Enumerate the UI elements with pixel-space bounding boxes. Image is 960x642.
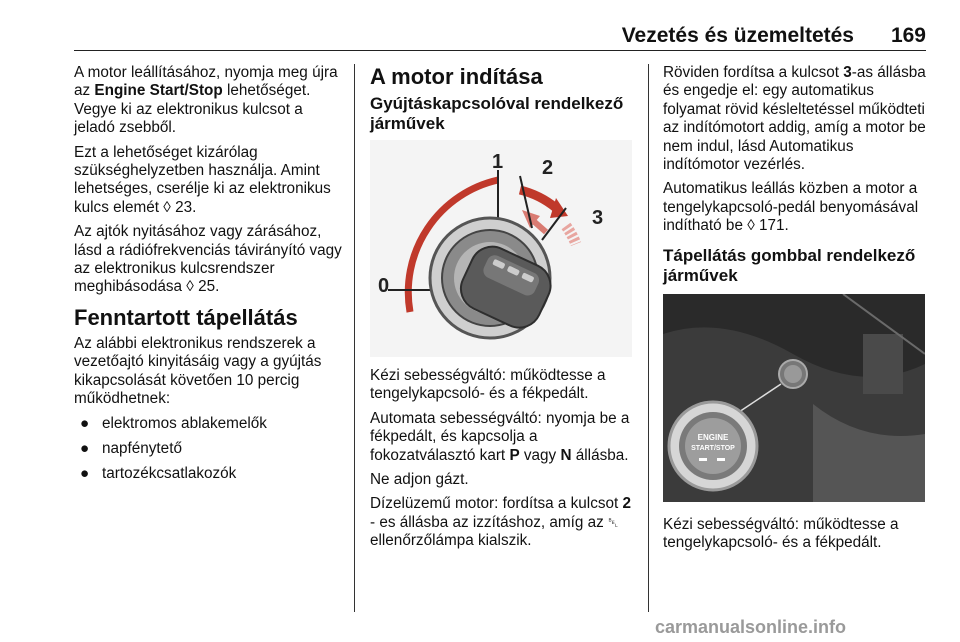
header-rule — [74, 50, 926, 51]
paragraph: Ezt a lehetőséget kizárólag szükséghelyzetben használja. Amint lehetséges, cserélje ki az elektronikus kulcs elemét ◊ 23. — [74, 143, 331, 216]
figure-caption: Kézi sebességváltó: működtesse a tengelykapcsoló- és a fékpedált. — [663, 515, 899, 552]
watermark: carmanualsonline.info — [655, 617, 847, 637]
ignition-key-figure — [370, 140, 632, 357]
figure-caption: Kézi sebességváltó: működtesse a tengelykapcsoló- és a fékpedált. — [370, 367, 606, 403]
page-number: 169 — [890, 24, 926, 47]
engine-start-stop-term: Engine Start/Stop — [94, 82, 223, 100]
button-label: ENGINE — [697, 432, 729, 442]
list-item: ● elektromos ablakemelők — [80, 414, 267, 432]
start-stop-button-figure — [663, 294, 925, 502]
paragraph: Az ajtók nyitásához vagy zárásához, lásd a rádiófrekvenciás távirányító vagy az elektronikus kulcsrendszer meghibásodása ◊ 25. — [74, 223, 342, 296]
column-2 — [370, 64, 632, 557]
column-3 — [663, 64, 928, 558]
paragraph: Automata sebességváltó: nyomja be a fékpedált, és kapcsolja a fokozatválasztó kart P vagy N állásba. — [370, 409, 630, 464]
list-item: ● tartozékcsatlakozók — [80, 465, 237, 483]
paragraph: Automatikus leállás közben a motor a tengelykapcsoló-pedál benyomásával indítható be ◊ 171. — [663, 180, 919, 235]
bullet-icon: ● — [80, 439, 90, 457]
ignition-key-illustration — [370, 140, 632, 352]
paragraph: Dízelüzemű motor: fordítsa a kulcsot 2 - es állásba az izzításhoz, amíg az ␇ ellenőrzőlámpa kialszik. — [370, 495, 632, 550]
page-header — [74, 24, 926, 50]
dashboard-photo — [663, 294, 925, 502]
bullet-icon: ● — [80, 414, 90, 432]
paragraph: Az alábbi elektronikus rendszerek a vezetőajtó kinyitásáig vagy a gyújtás kikapcsolását követően 10 percig működhetnek: — [74, 334, 322, 408]
figure-label: 3 — [592, 207, 604, 229]
header-title: Vezetés és üzemeltetés — [621, 24, 854, 47]
bullet-icon: ● — [80, 465, 90, 483]
figure-label: 1 — [492, 151, 504, 173]
figure-label: 2 — [542, 157, 554, 179]
paragraph: A motor leállításához, nyomja meg újra az Engine Start/Stop lehetőséget. Vegye ki az elektronikus kulcsot a jeladó zsebből. — [74, 64, 338, 137]
sub-heading: Gyújtáskapcsolóval rendelkező járművek — [370, 94, 624, 133]
bullet-list — [74, 415, 342, 484]
column-1 — [74, 64, 342, 491]
section-heading: A motor indítása — [370, 64, 543, 89]
list-item: ● napfénytető — [80, 439, 182, 457]
paragraph: Röviden fordítsa a kulcsot 3-as állásba és engedje el: egy automatikus folyamat rövid késleltetéssel működteti az indítómotort addig, amíg a motor be nem indul, lásd Automatikus indítómotor vezérlés. — [663, 64, 926, 174]
paragraph: Ne adjon gázt. — [370, 471, 469, 489]
button-label: START/STOP — [691, 444, 735, 452]
figure-label: 0 — [378, 275, 390, 297]
column-divider — [354, 64, 355, 612]
column-divider — [648, 64, 649, 612]
section-heading: Fenntartott tápellátás — [74, 304, 298, 330]
glow-plug-icon: ␇ — [608, 514, 619, 530]
sub-heading: Tápellátás gombbal rendelkező járművek — [663, 245, 916, 285]
